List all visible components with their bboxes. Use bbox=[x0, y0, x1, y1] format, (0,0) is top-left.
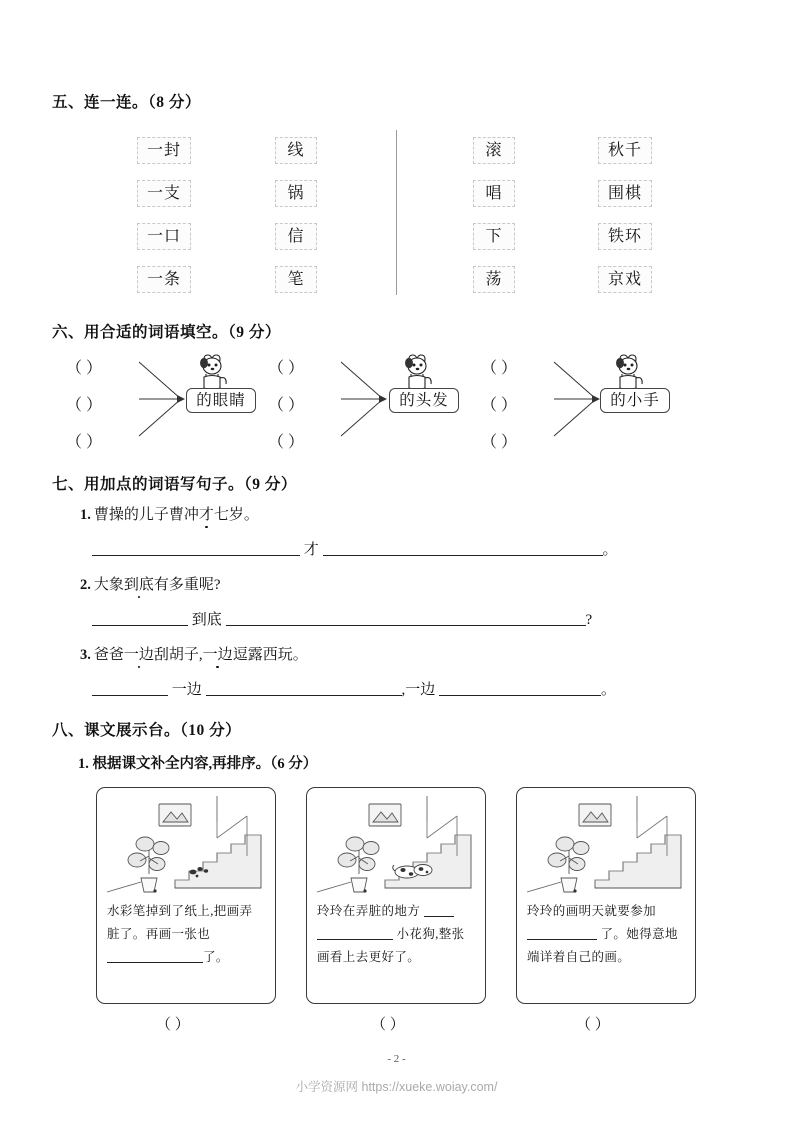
watermark: 小学资源网 https://xueke.woiay.com/ bbox=[295, 1080, 498, 1094]
section-seven-heading: 七、用加点的词语写句子。（9 分） bbox=[52, 476, 297, 493]
blank-paren-g3-0[interactable]: （ ） bbox=[481, 360, 518, 377]
sentence-item-2 bbox=[80, 573, 221, 594]
panel-2-blank-b[interactable] bbox=[317, 925, 393, 940]
item-1-number: 1. bbox=[80, 507, 91, 523]
blank-label-group-3: 的小手 bbox=[600, 388, 670, 413]
section-eight-sub-heading: 1. 根据课文补全内容,再排序。（6 分） bbox=[78, 756, 318, 772]
arrow-lines-group-1 bbox=[138, 358, 186, 440]
blank-paren-g2-2[interactable]: （ ） bbox=[268, 434, 305, 451]
match-word-right-col2-0[interactable]: 秋千 bbox=[598, 137, 652, 164]
answer-line-2[interactable] bbox=[92, 608, 592, 629]
item-3-middle: 刮胡子, bbox=[153, 647, 203, 663]
item-3-number: 3. bbox=[80, 647, 91, 663]
match-word-left-col2-1[interactable]: 锅 bbox=[275, 180, 317, 207]
item-2-dotted-word: 到底 bbox=[123, 577, 154, 593]
blank-paren-g1-1[interactable]: （ ） bbox=[66, 397, 103, 414]
blank-paren-g2-1[interactable]: （ ） bbox=[268, 397, 305, 414]
match-word-left-col1-0[interactable]: 一封 bbox=[137, 137, 191, 164]
answer-blank-1b[interactable] bbox=[323, 540, 603, 556]
panel-1-illustration bbox=[97, 792, 275, 897]
match-word-right-col2-1[interactable]: 围棋 bbox=[598, 180, 652, 207]
item-3-before: 爸爸 bbox=[93, 647, 124, 663]
answer-keyword-1: 才 bbox=[303, 542, 319, 558]
answer-line-3[interactable]: 一边 ,一边 。 bbox=[92, 678, 616, 699]
answer-blank-3b[interactable] bbox=[206, 680, 402, 696]
panel-1-line-2: 画弄脏了。再画一张也 bbox=[107, 904, 253, 941]
item-1-dotted-word: 才 bbox=[198, 507, 214, 523]
order-answer-3[interactable]: （ ） bbox=[576, 1017, 610, 1033]
answer-tail-1: 。 bbox=[602, 542, 618, 558]
blank-paren-g1-2[interactable]: （ ） bbox=[66, 434, 103, 451]
panel-2-illustration bbox=[307, 792, 485, 897]
story-panel-1[interactable] bbox=[96, 787, 276, 1004]
panel-2-line-2: 小花狗,整 bbox=[396, 927, 452, 941]
panel-3-illustration bbox=[517, 792, 695, 897]
blank-paren-g3-1[interactable]: （ ） bbox=[481, 397, 518, 414]
match-word-left-col1-2[interactable]: 一口 bbox=[137, 223, 191, 250]
item-3-dotted-word-2: 一边 bbox=[202, 647, 233, 663]
section-six-heading: 六、用合适的词语填空。（9 分） bbox=[52, 324, 281, 341]
panel-2-blank-a[interactable] bbox=[424, 902, 454, 917]
order-answer-1[interactable]: （ ） bbox=[156, 1017, 190, 1033]
story-panel-2[interactable] bbox=[306, 787, 486, 1004]
item-1-before: 曹操的儿子曹冲 bbox=[93, 507, 199, 523]
match-word-right-col1-2[interactable]: 下 bbox=[473, 223, 515, 250]
item-2-number: 2. bbox=[80, 577, 91, 593]
answer-tail-2: ? bbox=[585, 612, 593, 628]
blank-paren-g3-2[interactable]: （ ） bbox=[481, 434, 518, 451]
answer-line-1[interactable] bbox=[92, 538, 618, 559]
answer-keyword-2: 到底 bbox=[191, 612, 222, 628]
panel-3-line-2-post: 了。她得 bbox=[600, 927, 653, 941]
match-word-right-col2-2[interactable]: 铁环 bbox=[598, 223, 652, 250]
item-1-after: 七岁。 bbox=[213, 507, 259, 523]
item-2-before: 大象 bbox=[93, 577, 124, 593]
blank-label-group-1: 的眼睛 bbox=[186, 388, 256, 413]
answer-tail-3: 。 bbox=[601, 682, 617, 698]
arrow-lines-group-3 bbox=[553, 358, 601, 440]
item-3-after: 逗露西玩。 bbox=[232, 647, 308, 663]
panel-1-line-3-tail: 了。 bbox=[203, 950, 229, 964]
sentence-item-1 bbox=[80, 503, 259, 524]
match-word-left-col2-0[interactable]: 线 bbox=[275, 137, 317, 164]
arrow-lines-group-2 bbox=[340, 358, 388, 440]
match-word-left-col1-3[interactable]: 一条 bbox=[137, 266, 191, 293]
panel-3-line-3: 意地端详着自己的画。 bbox=[527, 927, 678, 964]
blank-label-group-2: 的头发 bbox=[389, 388, 459, 413]
panel-3-line-1: 玲玲的画明天就要参 bbox=[527, 904, 644, 918]
panel-1-text bbox=[107, 900, 265, 969]
panel-1-line-1: 水彩笔掉到了纸上,把 bbox=[107, 904, 227, 918]
blank-paren-g2-0[interactable]: （ ） bbox=[268, 360, 305, 377]
match-word-left-col2-2[interactable]: 信 bbox=[275, 223, 317, 250]
answer-blank-3c[interactable] bbox=[439, 680, 601, 696]
section-five-heading: 五、连一连。（8 分） bbox=[52, 94, 201, 111]
panel-3-line-2-pre: 加 bbox=[643, 904, 657, 918]
item-2-after: 有多重呢? bbox=[153, 577, 221, 593]
panel-2-line-3: 张画看上去更好了。 bbox=[317, 927, 465, 964]
panel-2-line-1: 玲玲在弄脏的地方 bbox=[317, 904, 421, 918]
story-panel-3[interactable] bbox=[516, 787, 696, 1004]
item-3-dotted-word: 一边 bbox=[123, 647, 154, 663]
match-word-right-col1-0[interactable]: 滚 bbox=[473, 137, 515, 164]
matching-divider bbox=[396, 130, 397, 295]
section-eight-heading: 八、课文展示台。（10 分） bbox=[52, 722, 242, 739]
answer-blank-2a[interactable] bbox=[92, 610, 188, 626]
panel-3-blank[interactable] bbox=[527, 925, 597, 940]
panel-1-blank[interactable] bbox=[107, 948, 203, 963]
blank-paren-g1-0[interactable]: （ ） bbox=[66, 360, 103, 377]
answer-keyword-3: 一边 bbox=[171, 682, 202, 698]
match-word-left-col2-3[interactable]: 笔 bbox=[275, 266, 317, 293]
answer-blank-2b[interactable] bbox=[226, 610, 586, 626]
panel-2-text bbox=[317, 900, 475, 969]
match-word-left-col1-1[interactable]: 一支 bbox=[137, 180, 191, 207]
order-answer-2[interactable]: （ ） bbox=[371, 1017, 405, 1033]
match-word-right-col1-3[interactable]: 荡 bbox=[473, 266, 515, 293]
match-word-right-col1-1[interactable]: 唱 bbox=[473, 180, 515, 207]
answer-blank-3a[interactable] bbox=[92, 680, 168, 696]
panel-3-text bbox=[527, 900, 685, 969]
sentence-item-3 bbox=[80, 643, 308, 664]
answer-keyword-3b: 一边 bbox=[405, 682, 436, 698]
answer-blank-1a[interactable] bbox=[92, 540, 300, 556]
match-word-right-col2-3[interactable]: 京戏 bbox=[598, 266, 652, 293]
page-number: - 2 - bbox=[387, 1053, 406, 1065]
